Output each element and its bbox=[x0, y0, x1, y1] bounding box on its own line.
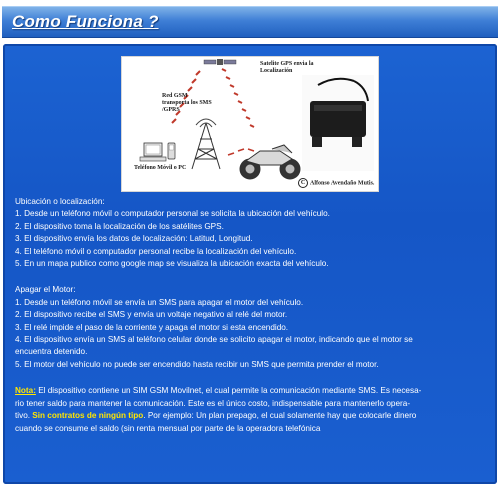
note-line-4: cuando se consume el saldo (sin renta mensual por parte de la operadora telefónica bbox=[15, 423, 321, 433]
location-item: 1. Desde un teléfono móvil o computador personal se solicita la ubicación del vehículo. bbox=[15, 209, 330, 219]
spacer bbox=[15, 371, 495, 385]
note-label: Nota: bbox=[15, 386, 36, 396]
satellite-label: Satelite GPS envia la Localización bbox=[260, 61, 314, 74]
copyright-icon: C bbox=[298, 178, 308, 188]
note-line-3-suffix: . Por ejemplo: Un plan prepago, el cual solamente hay que colocarle dinero bbox=[143, 411, 417, 421]
header bbox=[0, 0, 500, 40]
note-paragraph bbox=[15, 385, 495, 397]
gps-diagram bbox=[121, 56, 379, 192]
network-label: Red GSM transporta los SMS /GPRS bbox=[162, 93, 212, 113]
satellite-icon bbox=[204, 59, 236, 65]
copyright-text: Alfonso Avendaño Mutis. bbox=[310, 180, 375, 187]
engine-item: 2. El dispositivo recibe el SMS y envía un voltaje negativo al relé del motor. bbox=[15, 310, 288, 320]
engine-item: 3. El relé impide el paso de la corriente y apaga el motor si esta encendido. bbox=[15, 322, 289, 332]
note-highlight: Sin contratos de ningún tipo bbox=[32, 411, 144, 421]
page-title: Como Funciona ? bbox=[12, 12, 159, 31]
note-line-3-prefix: tivo. bbox=[15, 411, 33, 421]
engine-item: 1. Desde un teléfono móvil se envía un SMS para apagar el motor del vehículo. bbox=[15, 297, 304, 307]
location-heading: Ubicación o localización: bbox=[15, 197, 105, 206]
gsm-tower-icon bbox=[192, 119, 220, 169]
note-line-1: El dispositivo contiene un SIM GSM Movilnet, el cual permite la comunicación mediante SMS. Es necesa- bbox=[35, 386, 422, 396]
motorcycle-signal-icon bbox=[228, 149, 254, 155]
phone-label: Teléfono Móvil o PC bbox=[134, 165, 187, 171]
engine-item: 5. El motor del vehículo no puede ser encendido hasta recibir un SMS que permita prender el motor. bbox=[15, 359, 379, 369]
spacer bbox=[15, 270, 495, 284]
engine-heading: Apagar el Motor: bbox=[15, 285, 76, 295]
location-item: 2. El dispositivo toma la localización de los satélites GPS. bbox=[15, 221, 224, 231]
mobile-phone-icon bbox=[168, 143, 175, 159]
copyright-notice bbox=[298, 178, 374, 188]
satellite-signal-icon bbox=[222, 69, 254, 127]
location-item: 4. El teléfono móvil o computador personal recibe la localización del vehículo. bbox=[15, 246, 297, 256]
content-text bbox=[15, 196, 495, 435]
location-item: 3. El dispositivo envía los datos de localización: Latitud, Longitud. bbox=[15, 234, 253, 244]
gps-device-icon bbox=[302, 75, 374, 171]
engine-item: encuentra detenido. bbox=[15, 347, 88, 357]
note-line-2: rio tener saldo para mantener la comunicación. Este es el único costo, indispensable para mantenerlo opera- bbox=[15, 398, 411, 408]
engine-item: 4. El dispositivo envía un SMS al teléfono celular donde se solicito apagar el motor, indicando que el motor se bbox=[15, 335, 413, 345]
content-panel bbox=[3, 44, 497, 484]
header-bar bbox=[2, 6, 498, 38]
note-line-3 bbox=[15, 410, 495, 422]
computer-icon bbox=[140, 143, 166, 161]
location-item: 5. En un mapa publico como google map se visualiza la ubicación exacta del vehículo. bbox=[15, 259, 329, 269]
